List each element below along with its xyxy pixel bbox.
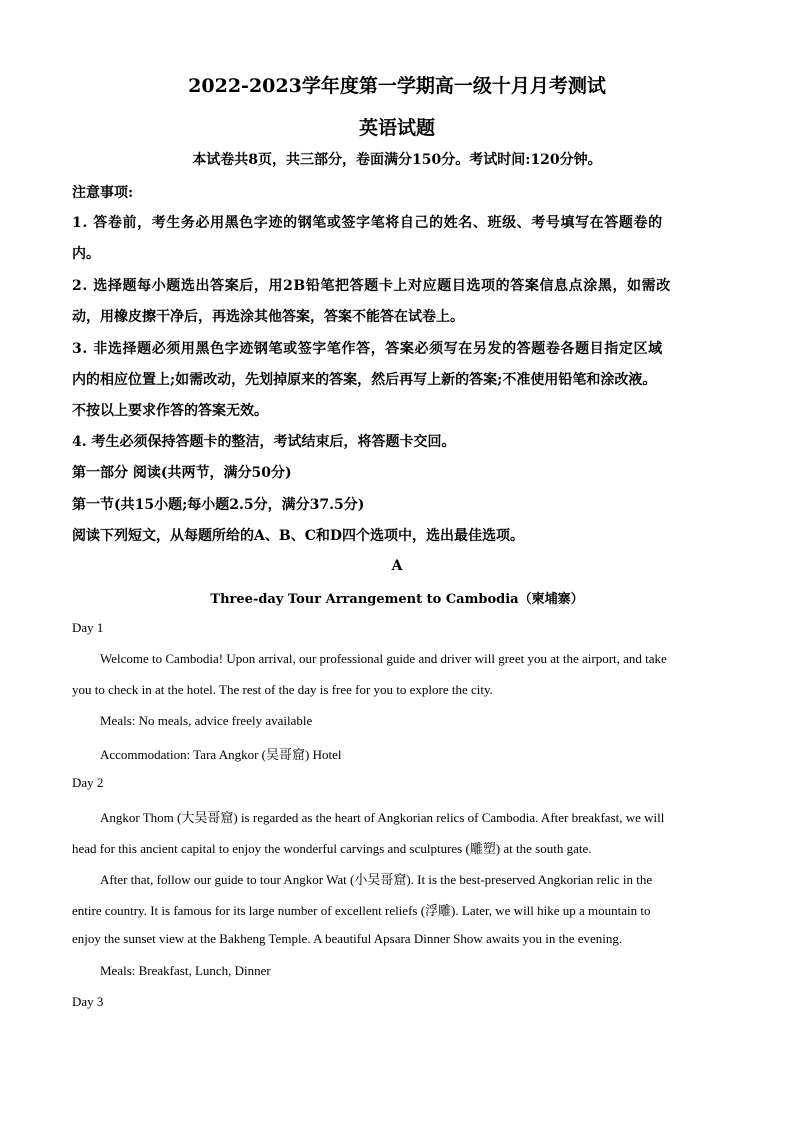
meals-line: Meals: Breakfast, Lunch, Dinner xyxy=(100,963,271,978)
notice-line: 1. 答卷前，考生务必用黑色字迹的钢笔或签字笔将自己的姓名、班级、考号填写在答题卷的 xyxy=(72,215,663,231)
passage-letter: A xyxy=(391,558,403,574)
paragraph-line: you to check in at the hotel. The rest of the day is free for you to explore the city. xyxy=(72,682,493,697)
notice-line: 内的相应位置上;如需改动，先划掉原来的答案，然后再写上新的答案;不准使用铅笔和涂改液。 xyxy=(72,372,657,388)
notice-line: 不按以上要求作答的答案无效。 xyxy=(72,403,268,419)
part-heading: 第一部分 阅读(共两节，满分50分) xyxy=(72,465,292,481)
notice-line: 动，用橡皮擦干净后，再选涂其他答案，答案不能答在试卷上。 xyxy=(72,309,464,325)
accommodation-line: Accommodation: Tara Angkor (吴哥窟) Hotel xyxy=(100,747,342,762)
subject-title: 英语试题 xyxy=(358,117,435,139)
exam-info: 本试卷共8页，共三部分，卷面满分150分。考试时间:120分钟。 xyxy=(192,152,602,168)
paragraph-line: enjoy the sunset view at the Bakheng Temple. A beautiful Apsara Dinner Show awaits you in the evening. xyxy=(72,931,623,946)
notice-line: 4. 考生必须保持答题卡的整洁，考试结束后，将答题卡交回。 xyxy=(72,434,456,450)
notice-line: 2. 选择题每小题选出答案后，用2B铅笔把答题卡上对应题目选项的答案信息点涂黑，如需改 xyxy=(72,278,671,294)
notice-line: 内。 xyxy=(72,246,100,262)
paragraph-line: Angkor Thom (大吴哥窟) is regarded as the heart of Angkorian relics of Cambodia. After breakfast, we will xyxy=(100,810,665,825)
day-label: Day 2 xyxy=(72,775,104,790)
paragraph-line: After that, follow our guide to tour Angkor Wat (小吴哥窟). It is the best-preserved Angkorian relic in the xyxy=(100,872,653,887)
meals-line: Meals: No meals, advice freely available xyxy=(100,713,313,728)
exam-title: 2022-2023学年度第一学期高一级十月月考测试 xyxy=(188,75,606,97)
day-label: Day 3 xyxy=(72,994,104,1009)
paragraph-line: entire country. It is famous for its large number of excellent reliefs (浮雕). Later, we will hike up a mountain to xyxy=(72,903,651,918)
subsection-heading: 第一节(共15小题;每小题2.5分，满分37.5分) xyxy=(72,497,365,513)
day-label: Day 1 xyxy=(72,620,104,635)
notice-heading: 注意事项: xyxy=(72,185,134,201)
passage-title: Three-day Tour Arrangement to Cambodia（柬埔寨） xyxy=(210,592,584,607)
paragraph-line: head for this ancient capital to enjoy the wonderful carvings and sculptures (雕塑) at the south gate. xyxy=(72,841,592,856)
instruction-text: 阅读下列短文，从每题所给的A、B、C和D四个选项中，选出最佳选项。 xyxy=(72,528,524,544)
paragraph-line: Welcome to Cambodia! Upon arrival, our professional guide and driver will greet you at the airport, and take xyxy=(100,651,667,666)
notice-line: 3. 非选择题必须用黑色字迹钢笔或签字笔作答，答案必须写在另发的答题卷各题目指定区域 xyxy=(72,341,663,357)
